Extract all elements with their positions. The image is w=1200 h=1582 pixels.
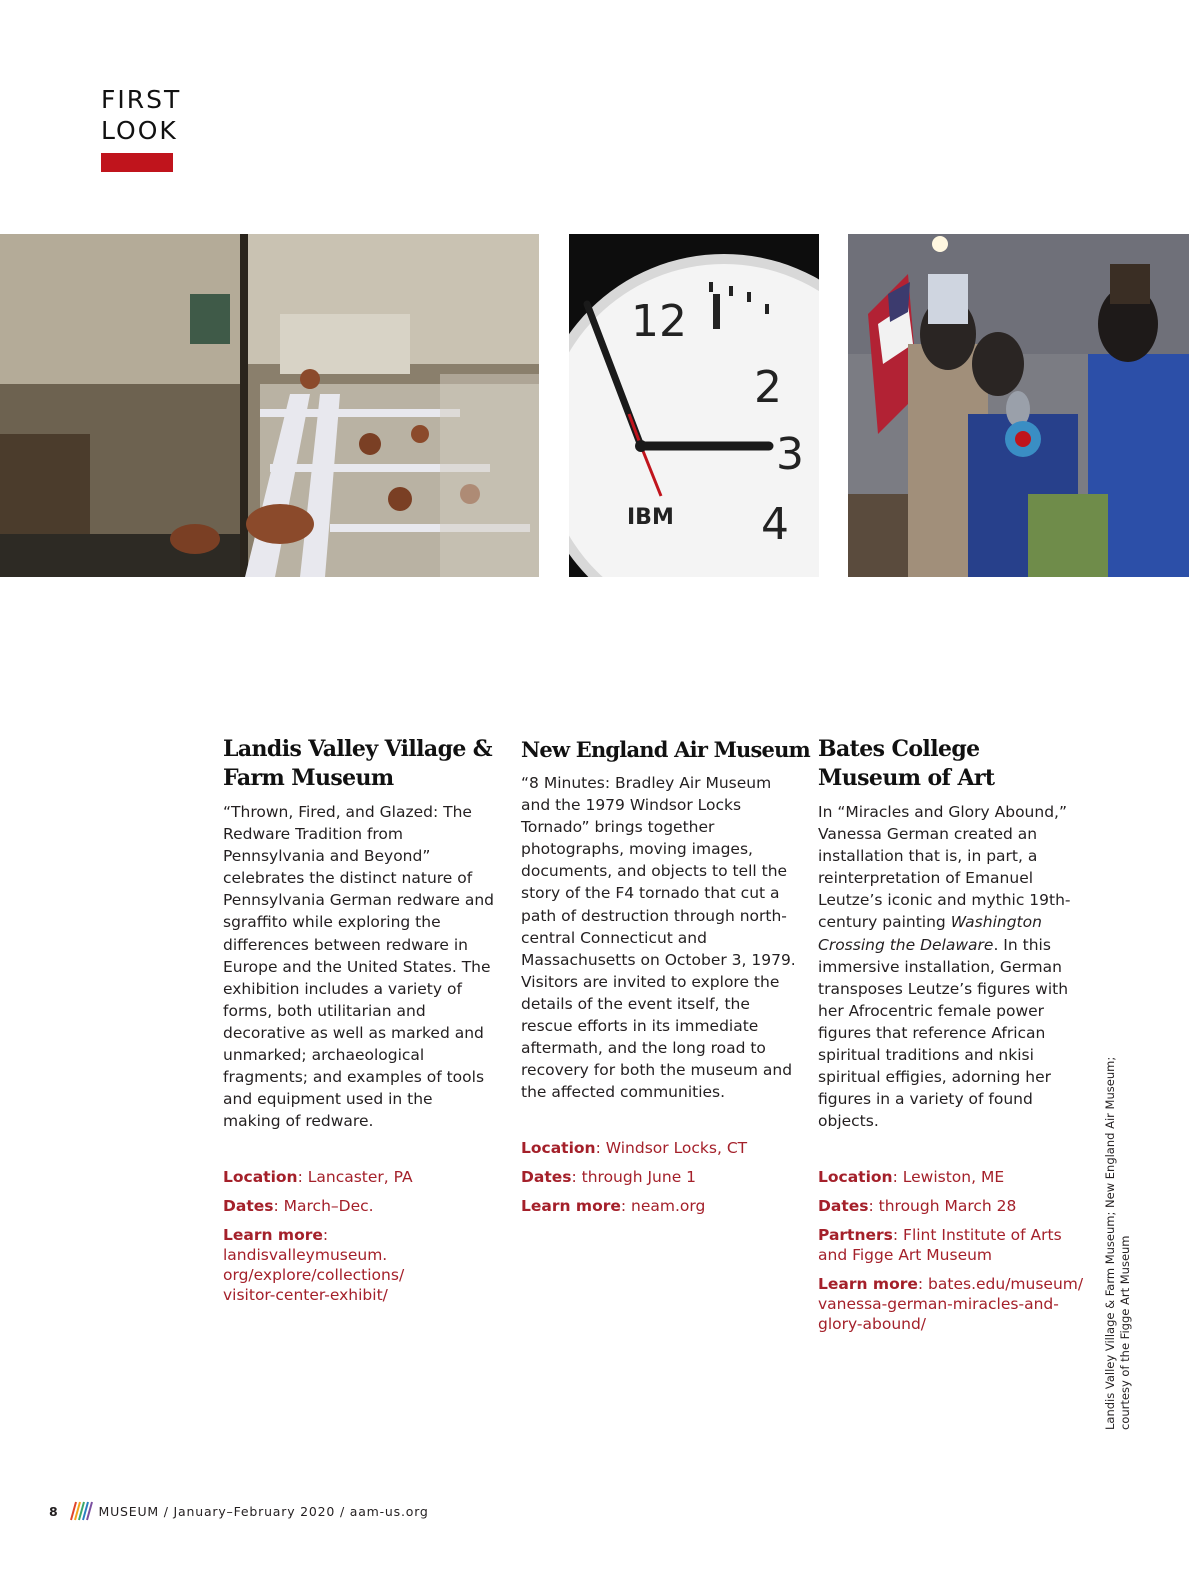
photo-bates-installation <box>848 234 1189 577</box>
meta-location-value: Windsor Locks, CT <box>605 1139 748 1158</box>
painting-title: Washington Crossing the Delaware <box>818 913 1042 954</box>
meta-location-value: Lewiston, ME <box>902 1168 1005 1187</box>
meta-partners-value: Flint Institute of Arts and Figge Art Museum <box>818 1226 1062 1265</box>
svg-text:12: 12 <box>631 296 687 347</box>
meta-learn-more: Learn more: bates.edu/museum/ vanessa-german-miracles-and- glory-abound/ <box>818 1275 1084 1334</box>
meta-dates-label: Dates <box>223 1197 274 1216</box>
article-meta <box>223 1167 495 1305</box>
meta-dates-label: Dates <box>521 1168 572 1187</box>
article-body: “8 Minutes: Bradley Air Museum and the 1979 Windsor Locks Tornado” brings together photographs, moving images, documents, and objects to tell the story of the F4 tornado that cut a path of destruction through north-central Connecticut and Massachusetts on October 3, 1979. Visitors are invited to explore the details of the event itself, the rescue efforts in its immediate aftermath, and the long road to recovery for both the museum and the affected communities. <box>521 774 796 1102</box>
learn-link-line2[interactable]: vanessa-german-miracles-and- <box>818 1295 1059 1314</box>
article-title-line1: Bates College <box>818 736 980 762</box>
meta-partners: Partners: Flint Institute of Arts and Figge Art Museum <box>818 1226 1062 1265</box>
photo-ibm-clock <box>569 234 819 577</box>
meta-learn-link[interactable] <box>223 1246 404 1304</box>
article-body <box>818 801 1090 1132</box>
meta-learn-link[interactable]: neam.org <box>631 1197 706 1216</box>
article-landis-valley <box>223 735 495 1314</box>
photo-credit-line1: Landis Valley Village & Farm Museum; New England Air Museum; <box>1103 1056 1117 1430</box>
meta-partners-label: Partners <box>818 1226 893 1245</box>
article-bates-college <box>818 735 1090 1343</box>
meta-dates: Dates: March–Dec. <box>223 1197 374 1216</box>
learn-link-line1[interactable]: landisvalleymuseum. <box>223 1246 388 1265</box>
svg-text:4: 4 <box>761 499 789 550</box>
article-title-line2: Farm Museum <box>223 765 394 791</box>
page-number: 8 <box>49 1503 59 1519</box>
meta-location-label: Location <box>818 1168 893 1187</box>
meta-learn-label: Learn more <box>818 1275 918 1294</box>
section-label-line1: FIRST <box>101 85 182 114</box>
meta-location: Location: Lewiston, ME <box>818 1168 1005 1187</box>
photo-landis-valley-gallery <box>0 234 539 577</box>
meta-learn-more: Learn more: landisvalleymuseum. org/explore/collections/ visitor-center-exhibit/ <box>223 1226 405 1305</box>
meta-location: Location: Windsor Locks, CT <box>521 1139 748 1158</box>
meta-location-label: Location <box>223 1168 298 1187</box>
clock-brand: IBM <box>627 505 674 530</box>
article-meta <box>521 1138 801 1216</box>
meta-dates-label: Dates <box>818 1197 869 1216</box>
meta-learn-label: Learn more <box>223 1226 323 1245</box>
article-body-part1: In “Miracles and Glory Abound,” Vanessa German created an installation that is, in part, a reinterpretation of Emanuel Leutze’s iconic and mythic 19th-century painting <box>818 803 1071 932</box>
article-title <box>223 735 495 793</box>
learn-link-line1[interactable]: bates.edu/museum/ <box>928 1275 1084 1294</box>
learn-link-line3[interactable]: visitor-center-exhibit/ <box>223 1286 388 1305</box>
article-title-line1: Landis Valley Village & <box>223 736 493 762</box>
article-meta <box>818 1167 1090 1334</box>
museum-logo-icon <box>67 1498 93 1524</box>
article-title-line2: Museum of Art <box>818 765 995 791</box>
meta-dates-value: through March 28 <box>878 1197 1017 1216</box>
section-label <box>101 84 181 146</box>
article-new-england-air-museum <box>521 735 810 1225</box>
learn-link-line3[interactable]: glory-abound/ <box>818 1315 927 1334</box>
meta-location-value: Lancaster, PA <box>307 1168 413 1187</box>
section-accent-bar <box>101 153 173 172</box>
article-title: New England Air Museum <box>521 737 810 762</box>
footer-text: MUSEUM / January–February 2020 / aam-us.org <box>98 1503 429 1519</box>
meta-dates-value: through June 1 <box>581 1168 697 1187</box>
meta-dates-value: March–Dec. <box>283 1197 374 1216</box>
photo-credit-line2: courtesy of the Figge Art Museum <box>1118 1235 1132 1430</box>
meta-learn-more: Learn more: neam.org <box>521 1197 706 1216</box>
article-title <box>818 735 1090 793</box>
photo-credit <box>1103 1030 1133 1430</box>
svg-text:3: 3 <box>776 429 804 480</box>
meta-location-label: Location <box>521 1139 596 1158</box>
meta-learn-label: Learn more <box>521 1197 621 1216</box>
meta-location: Location: Lancaster, PA <box>223 1168 413 1187</box>
page-footer <box>49 1498 429 1524</box>
meta-dates: Dates: through June 1 <box>521 1168 697 1187</box>
svg-text:2: 2 <box>754 362 782 413</box>
section-label-line2: LOOK <box>101 116 178 145</box>
article-body-part2: . In this immersive installation, German transposes Leutze’s figures with her Afrocentric female power figures that reference African spiritual traditions and nkisi spiritual effigies, adorning her figures in a variety of found objects. <box>818 935 1069 1131</box>
meta-dates: Dates: through March 28 <box>818 1197 1017 1216</box>
article-body: “Thrown, Fired, and Glazed: The Redware Tradition from Pennsylvania and Beyond” celebrates the distinct nature of Pennsylvania German redware and sgraffito while exploring the differences between redware in Europe and the United States. The exhibition includes a variety of forms, both utilitarian and decorative as well as marked and unmarked; archaeological fragments; and examples of tools and equipment used in the making of redware. <box>223 803 494 1131</box>
learn-link-line2[interactable]: org/explore/collections/ <box>223 1266 405 1285</box>
